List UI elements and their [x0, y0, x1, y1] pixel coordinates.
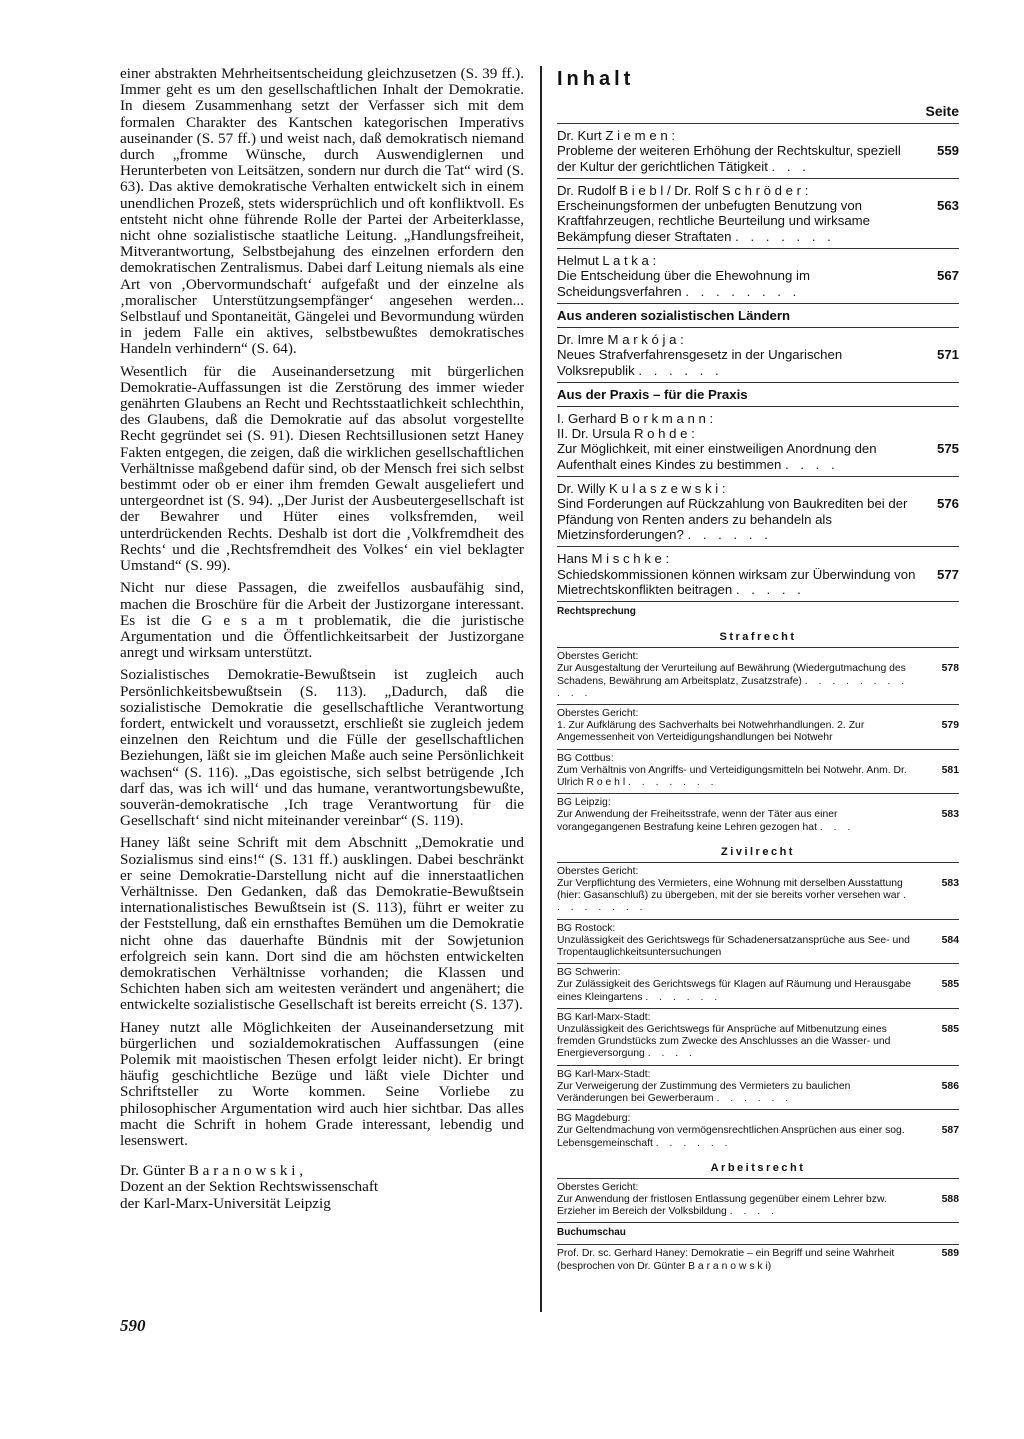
decision-title: Zur Ausgestaltung der Verurteilung auf Bewährung (Wiedergutmachung des Schadens, Bewährung am Arbeitsplatz, Zusatzstrafe) . . . . . . . . . . .	[557, 663, 909, 699]
toc-entry-author: II. Dr. Ursula R o h d e :	[557, 426, 695, 442]
toc-entry-page: 575	[936, 441, 959, 457]
toc-entry[interactable]	[557, 476, 959, 546]
toc-entry-author: Dr. Rudolf B i e b l / Dr. Rolf S c h r ö d e r :	[557, 182, 809, 198]
article-paragraph: Sozialistisches Demokratie-Bewußtsein ist zugleich auch Persönlichkeitsbewußtsein (S. 113). „Dadurch, daß die sozialistische Demokratie die gesellschaftliche Verantwortung fordert, entwickelt und voraussetzt, erschließt sie zugleich jedem einzelnen den Reichtum und die Fülle der gesellschaftlichen Beziehungen, läßt sie im gleichen Maße auch seine Persönlichkeit wachsen“ (S. 116). „Das egoistische, sich selbst betrügende ‚Ich darf das, was ich will‘ und das humane, verantwortungsbewußte, souverän-demokratische ‚Ich trage Verantwortung für die Gesellschaft‘ sind nicht miteinander vereinbar“ (S. 119).	[120, 666, 524, 830]
toc-entry[interactable]	[557, 406, 959, 476]
toc-entry-page: 571	[936, 347, 959, 363]
decision-page: 583	[941, 809, 959, 821]
signature-university: der Karl-Marx-Universität Leipzig	[120, 1194, 331, 1212]
toc-entry-title: Erscheinungsformen der unbefugten Benutzung von Kraftfahrzeugen, rechtliche Beurteilung und wirksame Bekämpfung dieser Straftaten . . . . . . .	[557, 198, 871, 244]
toc-entry-title: Sind Forderungen auf Rückzahlung von Baukrediten bei der Pfändung von Renten anders zu behandeln als Mietzinsforderungen? . . . . . .	[557, 496, 908, 542]
toc-entry[interactable]	[557, 546, 959, 601]
toc-entry-title: Die Entscheidung über die Ehewohnung im Scheidungsverfahren . . . . . . . .	[557, 268, 810, 299]
court-decision-entry[interactable]	[557, 1109, 959, 1154]
toc-entry-page: 567	[936, 268, 959, 284]
column-divider	[540, 66, 542, 1312]
toc-entry-title: Neues Strafverfahrensgesetz in der Ungarischen Volksrepublik . . . . . .	[557, 347, 843, 378]
court-name: Oberstes Gericht:	[557, 865, 639, 877]
decision-page: 585	[941, 979, 959, 991]
section-heading-buchumschau: Buchumschau	[557, 1222, 959, 1244]
decision-page: 586	[941, 1080, 959, 1092]
toc-entry-page: 576	[936, 496, 959, 512]
decision-page: 579	[941, 720, 959, 732]
section-heading-rechtsprechung: Rechtsprechung	[557, 601, 959, 623]
court-decision-entry[interactable]	[557, 1008, 959, 1065]
review-page: 589	[941, 1248, 959, 1260]
court-name: Oberstes Gericht:	[557, 651, 639, 663]
article-paragraph: Wesentlich für die Auseinandersetzung mit bürgerlichen Demokratie-Auffassungen ist die Zerstörung des immer wieder genährten Glaubens an Recht und Rechtsstaatlichkeit schlechthin, des Glaubens, daß die Demokratie auf das absolut vorgestellte Recht gegründet sei (S. 91). Diesen Rechtsillusionen setzt Haney Fakten entgegen, die zeigen, daß die wirklichen gesellschaftlichen Verhältnisse maßgebend dafür sind, ob der Mensch frei sich selbst bestimmt oder ob er einer ihm fremden Gewalt ausgeliefert und untergeordnet ist (S. 94). „Der Jurist der Ausbeutergesellschaft ist der Bewahrer und Hüter eines volksfremden, weil unterdrückenden Rechts. Deshalb ist dort die ‚Volkfremdheit des Rechts‘ und die ‚Rechtsfremdheit des Volkes‘ ein viel beklagter Umstand“ (S. 99).	[120, 362, 524, 575]
author-signature	[120, 1163, 524, 1212]
article-paragraph: Haney nutzt alle Möglichkeiten der Auseinandersetzung mit bürgerlichen und sozialdemokratischen Auffassungen (eine Polemik mit maoistischen Thesen erfolgt leider nicht). Er bringt häufig geschichtliche Bezüge und läßt viele Dichter und Schriftsteller zu Worte kommen. Seine Vorliebe zu philosophischer Argumentation wird auch hier sichtbar. Das alles macht die Schrift in hohem Grade interessant, lebendig und lesenswert.	[120, 1018, 524, 1149]
court-decision-entry[interactable]	[557, 1178, 959, 1223]
toc-entry[interactable]	[557, 248, 959, 303]
section-heading: Aus der Praxis – für die Praxis	[557, 382, 959, 406]
section-heading: Aus anderen sozialistischen Ländern	[557, 303, 959, 327]
court-decision-entry[interactable]	[557, 793, 959, 838]
decision-title: Zur Anwendung der Freiheitsstrafe, wenn der Täter aus einer vorangegangenen Bestrafung keine Lehren gezogen hat . . .	[557, 809, 855, 833]
toc-entry-title: Probleme der weiteren Erhöhung der Rechtskultur, speziell der Kultur der gerichtlichen Tätigkeit . . .	[557, 143, 901, 174]
court-decision-entry[interactable]	[557, 647, 959, 704]
decision-page: 588	[941, 1194, 959, 1206]
court-decision-entry[interactable]	[557, 919, 959, 964]
toc-page-header: Seite	[925, 103, 959, 119]
court-decision-entry[interactable]	[557, 862, 959, 919]
article-paragraph: Haney läßt seine Schrift mit dem Abschnitt „Demokratie und Sozialismus sind eins!“ (S. 131 ff.) ausklingen. Dabei beschränkt er seine Demokratie-Darstellung nicht auf die innerstaatlichen Verhältnisse. Den Gedanken, daß das Demokratie-Bewußtsein internationalistisches Bewußtsein ist (S. 113), führt er weiter zu der Feststellung, daß ein ernsthaftes Bemühen um die Demokratie nicht ohne das dauerhafte Bündnis mit der Sowjetunion erfolgreich sein kann. Dort sind die am höchsten entwickelten demokratischen Verhältnisse vorhanden; die Klassen und Schichten haben sich am weitesten verändert und angenähert; die entwickelte sozialistische Gesellschaft ist bereits erreicht (S. 137).	[120, 834, 524, 1014]
review-title: Prof. Dr. sc. Gerhard Haney: Demokratie – ein Begriff und seine Wahrheit (besprochen von Dr. Günter B a r a n o w s k i)	[557, 1248, 895, 1272]
decision-title: 1. Zur Aufklärung des Sachverhalts bei Notwehrhandlungen. 2. Zur Angemessenheit von Verteidigungshandlungen bei Notwehr	[557, 720, 865, 744]
decision-title: Zur Verpflichtung des Vermieters, eine Wohnung mit derselben Ausstattung (hier: Gasanschluß) zu übergeben, mit der sie bereits vorher versehen war . . . . . . . .	[557, 877, 910, 914]
toc-entry-page: 577	[936, 566, 959, 582]
book-review-entry[interactable]	[557, 1244, 959, 1276]
court-name: BG Karl-Marx-Stadt:	[557, 1068, 651, 1080]
decision-page: 587	[941, 1125, 959, 1137]
decision-page: 583	[941, 877, 959, 889]
subsection-heading-strafrecht: Strafrecht	[719, 631, 797, 644]
court-name: BG Leipzig:	[557, 797, 611, 809]
court-name: BG Schwerin:	[557, 967, 621, 979]
court-decision-entry[interactable]	[557, 1065, 959, 1110]
toc-entry[interactable]	[557, 123, 959, 178]
court-name: BG Cottbus:	[557, 752, 614, 764]
court-name: BG Magdeburg:	[557, 1113, 631, 1125]
decision-title: Zur Verweigerung der Zustimmung des Vermieters zu baulichen Veränderungen bei Gewerberaum . . . . . .	[557, 1080, 851, 1105]
toc-title: Inhalt	[557, 68, 635, 90]
signature-name: Dr. Günter B a r a n o w s k i ,	[120, 1162, 304, 1180]
court-name: Oberstes Gericht:	[557, 707, 639, 719]
left-column-article	[120, 66, 524, 1212]
decision-page: 584	[941, 934, 959, 946]
toc-entry-author: Hans M i s c h k e :	[557, 551, 670, 567]
table-of-contents	[557, 66, 959, 1277]
decision-title: Zur Anwendung der fristlosen Entlassung gegenüber einem Lehrer bzw. Erzieher im Bereich der Volksbildung . . . .	[557, 1194, 887, 1218]
decision-title: Unzulässigkeit des Gerichtswegs für Schadenersatzansprüche aus See- und Tropentauglichkeitsuntersuchungen	[557, 934, 910, 958]
court-name: BG Rostock:	[557, 922, 616, 934]
article-paragraph: einer abstrakten Mehrheitsentscheidung gleichzusetzen (S. 39 ff.). Immer geht es um den gesellschaftlichen Inhalt der Demokratie. In diesem Zusammenhang setzt der Verfasser sich mit dem formalen Charakter des Kantschen kategorischen Imperativs auseinander (S. 57 ff.) und weist nach, daß demokratisch niemand durch „fromme Wünsche, durch Auswendiglernen und Herunterbeten von Leitsätzen, sondern nur durch die Tat“ wird (S. 63). Das aktive demokratische Verhalten entwickelt sich in einem unendlichen Prozeß, stets widersprüchlich und oft konfliktvoll. Es entsteht nicht ohne führende Rolle der Partei der Arbeiterklasse, nicht ohne sozialistische staatliche Leitung. „Handlungsfreiheit, Mitverantwortung, Selbstbejahung des einzelnen erfordern den demokratischen Zentralismus. Dabei darf Leitung niemals als eine Art von ‚Obervormundschaft‘ aufgefaßt und der einzelne als ‚moralischer Unterstützungsempfänger‘ angesehen werden... Selbstlauf und Spontaneität, Gängelei und Bevormundung würden in jedem Falle ein aktives, selbstbewußtes demokratisches Handeln verhindern“ (S. 64).	[120, 65, 524, 358]
toc-entry-page: 559	[936, 143, 959, 159]
decision-page: 578	[941, 663, 959, 675]
decision-title: Zur Geltendmachung von vermögensrechtlichen Ansprüchen aus einer sog. Lebensgemeinschaft . . . . . .	[557, 1125, 905, 1149]
toc-entry-author: Dr. Imre M a r k ó j a :	[557, 331, 684, 347]
court-name: Oberstes Gericht:	[557, 1181, 639, 1193]
toc-entry-author: Dr. Kurt Z i e m e n :	[557, 128, 675, 143]
toc-entry-page: 563	[936, 198, 959, 214]
subsection-heading-arbeitsrecht: Arbeitsrecht	[710, 1161, 806, 1174]
toc-entry-author: Dr. Willy K u l a s z e w s k i :	[557, 481, 726, 497]
toc-entry-author: Helmut L a t k a :	[557, 253, 657, 269]
toc-entry-author: I. Gerhard B o r k m a n n :	[557, 410, 714, 426]
signature-affiliation: Dozent an der Sektion Rechtswissenschaft	[120, 1178, 379, 1196]
decision-page: 585	[941, 1024, 959, 1035]
page-number: 590	[120, 1316, 146, 1335]
toc-entry-title: Zur Möglichkeit, mit einer einstweiligen Anordnung den Aufenthalt eines Kindes zu bestimmen . . . .	[557, 441, 877, 472]
toc-entry-title: Schiedskommissionen können wirksam zur Überwindung von Mietrechtskonflikten beitragen . . . . .	[557, 566, 916, 597]
court-decision-entry[interactable]	[557, 963, 959, 1008]
decision-title: Zur Zulässigkeit des Gerichtswegs für Klagen auf Räumung und Herausgabe eines Kleingartens . . . . . .	[557, 979, 912, 1003]
decision-title: Unzulässigkeit des Gerichtswegs für Ansprüche auf Mitbenutzung eines fremden Grundstücks zum Zwecke des Anschlusses an die Wasser- und Energieversorgung . . . .	[557, 1024, 891, 1060]
toc-entry[interactable]	[557, 178, 959, 248]
court-decision-entry[interactable]	[557, 749, 959, 794]
decision-page: 581	[941, 764, 959, 776]
subsection-heading-zivilrecht: Zivilrecht	[721, 845, 795, 858]
court-name: BG Karl-Marx-Stadt:	[557, 1011, 651, 1023]
article-paragraph: Nicht nur diese Passagen, die zweifellos ausbaufähig sind, machen die Broschüre für die Arbeit der Justizorgane interessant. Es ist die G e s a m t problematik, die die juristische Argumentation und die Öffentlichkeitsarbeit der Justizorgane anregt und wirksam unterstützt.	[120, 579, 524, 662]
toc-entry[interactable]	[557, 327, 959, 382]
decision-title: Zum Verhältnis von Angriffs- und Verteidigungsmitteln bei Notwehr. Anm. Dr. Ulrich R o e h l . . . . . . .	[557, 764, 907, 788]
court-decision-entry[interactable]	[557, 704, 959, 749]
